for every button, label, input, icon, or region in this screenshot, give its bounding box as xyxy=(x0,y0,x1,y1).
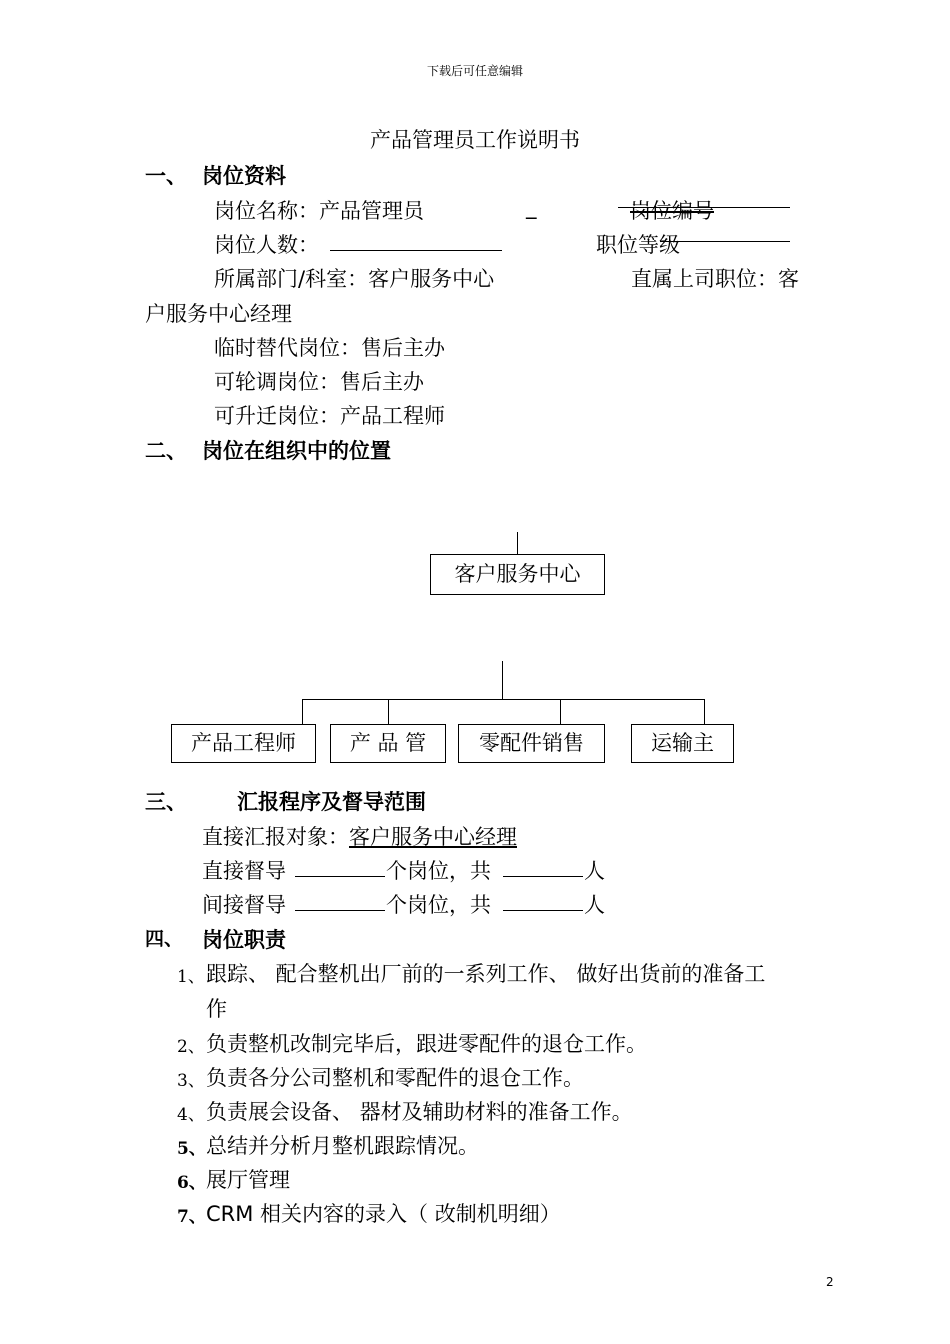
rotation-post: 可轮调岗位：售后主办 xyxy=(214,370,424,394)
indirect-posts-blank xyxy=(295,910,385,911)
document-title: 产品管理员工作说明书 xyxy=(370,128,580,152)
department-value: 客户服务中心 xyxy=(368,267,495,291)
duty-7-number: 7、 xyxy=(177,1207,206,1227)
org-box-transport: 运输主 xyxy=(631,724,734,763)
department-label: 所属部门/科室： xyxy=(214,267,369,291)
duty-5-number: 5、 xyxy=(177,1139,206,1159)
job-code-line xyxy=(618,207,790,208)
job-name-label: 岗位名称： xyxy=(214,199,319,223)
section-1-number: 一、 xyxy=(145,164,187,188)
direct-people-blank xyxy=(503,876,583,877)
duty-2-number: 2、 xyxy=(177,1037,205,1057)
org-box-product-engineer: 产品工程师 xyxy=(171,724,316,763)
duty-4-text: 负责展会设备、 器材及辅助材料的准备工作。 xyxy=(206,1100,633,1124)
duty-1-number: 1、 xyxy=(177,967,205,987)
indirect-people-text: 人 xyxy=(584,893,605,917)
org-connector-middle xyxy=(502,661,503,700)
duty-3-text: 负责各分公司整机和零配件的退仓工作。 xyxy=(206,1066,584,1090)
org-box-customer-service-center: 客户服务中心 xyxy=(430,554,605,595)
temporary-substitute: 临时替代岗位：售后主办 xyxy=(214,336,445,360)
section-2-number: 二、 xyxy=(145,439,187,463)
report-to-label: 直接汇报对象： xyxy=(202,825,349,849)
section-3-heading: 汇报程序及督导范围 xyxy=(237,790,426,814)
direct-people-text: 人 xyxy=(584,859,605,883)
page-header: 下载后可任意编辑 xyxy=(426,64,523,78)
section-2-heading: 岗位在组织中的位置 xyxy=(202,439,391,463)
promotion-post: 可升迁岗位：产品工程师 xyxy=(214,404,445,428)
headcount-blank xyxy=(330,250,502,251)
duty-1-text: 跟踪、 配合整机出厂前的一系列工作、 做好出货前的准备工 xyxy=(206,962,766,986)
section-4-heading: 岗位职责 xyxy=(202,928,286,952)
org-connector-3 xyxy=(560,699,561,724)
job-name-underscore: _ xyxy=(526,195,537,219)
duty-1-continuation: 作 xyxy=(206,997,227,1021)
section-4-number: 四、 xyxy=(145,928,184,950)
headcount-label: 岗位人数： xyxy=(214,233,319,257)
report-to-value: 客户服务中心经理 xyxy=(349,825,517,849)
org-box-parts-sales: 零配件销售 xyxy=(458,724,605,763)
duty-7-text: CRM 相关内容的录入（ 改制机明细） xyxy=(206,1202,561,1226)
job-grade-line xyxy=(660,241,790,242)
job-grade-label: 职位等级 xyxy=(596,233,680,257)
supervisor-value-part2: 户服务中心经理 xyxy=(145,302,292,326)
duty-6-number: 6、 xyxy=(177,1173,206,1193)
duty-5-text: 总结并分析月整机跟踪情况。 xyxy=(206,1134,479,1158)
org-connector-1 xyxy=(302,699,303,724)
direct-posts-blank xyxy=(295,876,385,877)
indirect-posts-text: 个岗位，共 xyxy=(386,893,491,917)
indirect-supervision-label: 间接督导 xyxy=(202,893,286,917)
direct-posts-text: 个岗位，共 xyxy=(386,859,491,883)
indirect-people-blank xyxy=(503,910,583,911)
direct-supervision-label: 直接督导 xyxy=(202,859,286,883)
org-connector-4 xyxy=(704,699,705,724)
duty-2-text: 负责整机改制完毕后，跟进零配件的退仓工作。 xyxy=(206,1032,647,1056)
section-1-heading: 岗位资料 xyxy=(202,164,286,188)
duty-3-number: 3、 xyxy=(177,1071,205,1091)
duty-6-text: 展厅管理 xyxy=(206,1168,290,1192)
job-code-label: 岗位编号 xyxy=(630,199,714,223)
org-connector-horizontal xyxy=(302,699,704,700)
org-connector-2 xyxy=(388,699,389,724)
supervisor-value-part1: 客 xyxy=(778,267,799,291)
supervisor-label: 直属上司职位： xyxy=(631,267,778,291)
org-connector-top xyxy=(517,532,518,554)
job-name-value: 产品管理员 xyxy=(319,199,424,223)
org-box-product-manager: 产 品 管 xyxy=(330,724,446,763)
duty-4-number: 4、 xyxy=(177,1105,205,1125)
section-3-number: 三、 xyxy=(145,790,187,814)
page-number: 2 xyxy=(826,1275,834,1289)
